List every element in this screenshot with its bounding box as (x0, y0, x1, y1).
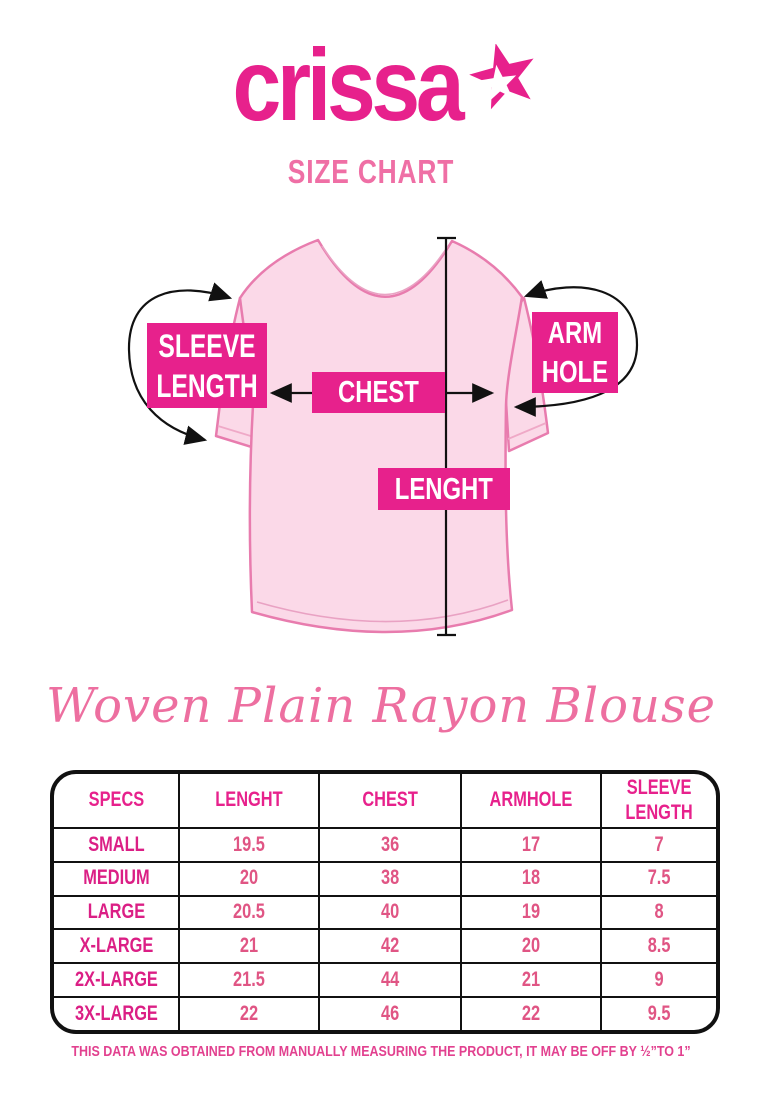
value-cell: 9.5 (601, 997, 717, 1031)
value-cell: 22 (461, 997, 600, 1031)
value-cell: 40 (319, 896, 462, 930)
header-lenght: LENGHT (179, 773, 318, 828)
value-cell: 42 (319, 929, 462, 963)
table-header-row (53, 773, 717, 828)
value-cell: 8.5 (601, 929, 717, 963)
table-row (53, 828, 717, 862)
header-sleeve-length: SLEEVE LENGTH (601, 773, 717, 828)
size-cell: 2X-LARGE (53, 963, 179, 997)
value-cell: 9 (601, 963, 717, 997)
size-cell: SMALL (53, 828, 179, 862)
table-row (53, 929, 717, 963)
value-cell: 21.5 (179, 963, 318, 997)
table-row (53, 997, 717, 1031)
product-title: Woven Plain Rayon Blouse (46, 678, 716, 734)
measurement-diagram (0, 225, 762, 675)
value-cell: 44 (319, 963, 462, 997)
value-cell: 22 (179, 997, 318, 1031)
length-label: LENGHT (378, 468, 510, 510)
size-cell: X-LARGE (53, 929, 179, 963)
table-row (53, 896, 717, 930)
value-cell: 20.5 (179, 896, 318, 930)
value-cell: 17 (461, 828, 600, 862)
size-cell: MEDIUM (53, 862, 179, 896)
value-cell: 46 (319, 997, 462, 1031)
header-armhole: ARMHOLE (461, 773, 600, 828)
brand-logo: crissa (232, 28, 460, 142)
header-chest: CHEST (319, 773, 462, 828)
value-cell: 20 (179, 862, 318, 896)
value-cell: 19 (461, 896, 600, 930)
size-cell: LARGE (53, 896, 179, 930)
blouse-body (240, 240, 522, 632)
value-cell: 21 (179, 929, 318, 963)
value-cell: 38 (319, 862, 462, 896)
value-cell: 19.5 (179, 828, 318, 862)
disclaimer-text: THIS DATA WAS OBTAINED FROM MANUALLY MEASURING THE PRODUCT, IT MAY BE OFF BY ½”TO 1” (71, 1044, 691, 1060)
sleeve-length-label: SLEEVE LENGTH (147, 323, 267, 408)
value-cell: 8 (601, 896, 717, 930)
value-cell: 36 (319, 828, 462, 862)
value-cell: 21 (461, 963, 600, 997)
size-cell: 3X-LARGE (53, 997, 179, 1031)
size-table (50, 770, 720, 1034)
star-icon (466, 44, 542, 110)
blouse-illustration (0, 225, 762, 675)
value-cell: 18 (461, 862, 600, 896)
arm-hole-label: ARM HOLE (532, 312, 618, 393)
page-title: SIZE CHART (287, 153, 455, 190)
value-cell: 7 (601, 828, 717, 862)
brand-header (0, 30, 762, 140)
table-row (53, 862, 717, 896)
table-row (53, 963, 717, 997)
value-cell: 20 (461, 929, 600, 963)
value-cell: 7.5 (601, 862, 717, 896)
header-specs: SPECS (53, 773, 179, 828)
chest-label: CHEST (312, 372, 445, 413)
